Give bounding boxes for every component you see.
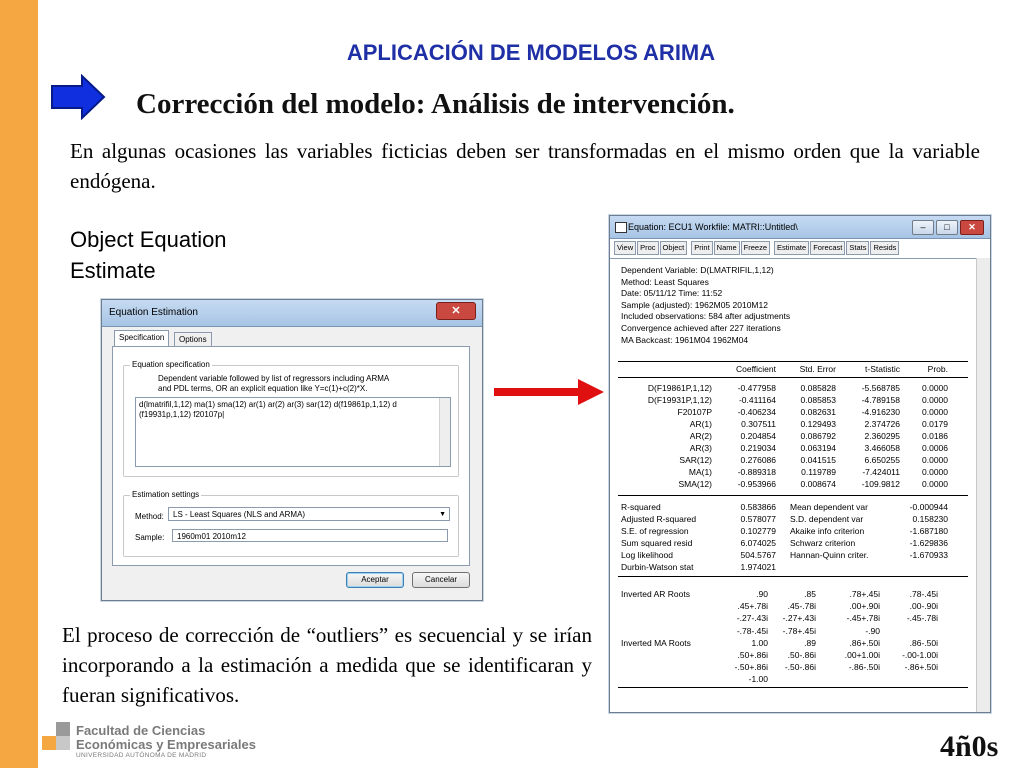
stat-name: Sum squared resid <box>621 538 693 548</box>
dialog-title: Equation Estimation <box>109 307 198 318</box>
table-cell: 0.219034 <box>740 443 776 453</box>
slide-title: APLICACIÓN DE MODELOS ARIMA <box>346 40 716 65</box>
root-value: -.86-.50i <box>848 662 880 673</box>
roots-label: Inverted AR Roots <box>621 589 690 599</box>
sample-label: Sample: <box>135 533 165 542</box>
eviews-scrollbar[interactable] <box>976 258 990 712</box>
column-header: Std. Error <box>799 364 836 374</box>
table-cell: 6.650255 <box>864 455 900 465</box>
table-cell: 0.0179 <box>922 419 948 429</box>
table-cell: 0.0000 <box>922 407 948 417</box>
table-divider <box>618 377 968 378</box>
header-line: Convergence achieved after 227 iterations <box>621 323 781 333</box>
table-cell: 0.008674 <box>800 479 836 489</box>
close-icon[interactable]: ✕ <box>436 302 476 320</box>
method-label: Method: <box>135 512 164 521</box>
table-divider <box>618 576 968 577</box>
outro-paragraph: El proceso de corrección de “outliers” es secuencial y se irían incorporando a la estimación a medida que se identificaran y fueran significativos. <box>62 623 592 707</box>
equation-line1: d(lmatrifil,1,12) ma(1) sma(12) ar(1) ar(2) ar(3) sar(12) d(f19861p,1,12) d <box>139 400 397 409</box>
table-cell: 0.0006 <box>922 443 948 453</box>
equation-line2: (f19931p,1,12) f20107p| <box>139 410 225 419</box>
object-equation-label <box>70 224 227 286</box>
column-header: Coefficient <box>735 364 776 374</box>
root-value: .86-.50i <box>909 637 938 648</box>
root-value: -.50-.86i <box>784 662 816 673</box>
stat-name: S.E. of regression <box>621 526 689 536</box>
root-value: -.78-.45i <box>736 625 768 636</box>
toolbar-forecast-button[interactable]: Forecast <box>810 241 845 255</box>
maximize-icon[interactable]: □ <box>936 220 958 235</box>
variable-name: AR(1) <box>689 419 712 429</box>
table-cell: 2.374726 <box>864 419 900 429</box>
stat-value: 6.074025 <box>740 538 776 548</box>
root-value: -1.00 <box>748 674 768 685</box>
table-cell: -0.406234 <box>737 407 776 417</box>
equation-estimation-dialog <box>101 299 483 601</box>
root-value: .00+1.00i <box>844 650 880 660</box>
table-cell: 0.0000 <box>922 479 948 489</box>
stat-name: R-squared <box>621 502 661 512</box>
table-cell: 0.307511 <box>741 419 776 429</box>
toolbar-print-button[interactable]: Print <box>691 241 712 255</box>
table-cell: 0.041515 <box>800 455 836 465</box>
table-cell: -7.424011 <box>862 467 900 477</box>
stat-name: Mean dependent var <box>790 502 868 512</box>
stat-name: S.D. dependent var <box>790 514 864 524</box>
table-cell: 0.082631 <box>800 407 836 417</box>
stat-name: Akaike info criterion <box>790 526 865 536</box>
table-cell: 0.0000 <box>922 467 948 477</box>
eviews-output-body <box>610 258 976 712</box>
object-equation-line1: Object Equation <box>70 227 227 252</box>
equation-help-line1: Dependent variable followed by list of regressors including ARMA <box>158 374 390 383</box>
roots-label: Inverted MA Roots <box>621 637 691 648</box>
root-value: .45+.78i <box>737 601 768 612</box>
stat-name: Hannan-Quinn criter. <box>790 550 869 560</box>
stat-value: 1.974021 <box>740 562 776 572</box>
stat-value: 504.5767 <box>740 550 776 560</box>
tab-options[interactable]: Options <box>174 332 212 347</box>
minimize-icon[interactable]: – <box>912 220 934 235</box>
stat-value: -1.670933 <box>909 550 948 560</box>
table-cell: 0.0186 <box>922 431 948 441</box>
toolbar-name-button[interactable]: Name <box>714 241 740 255</box>
stat-value: 0.158230 <box>912 514 948 524</box>
toolbar-resids-button[interactable]: Resids <box>870 241 899 255</box>
table-cell: 2.360295 <box>864 431 900 441</box>
column-header: t-Statistic <box>865 364 900 374</box>
root-value: -.45-.78i <box>906 613 938 624</box>
stat-name: Schwarz criterion <box>790 538 856 548</box>
root-value: .86+.50i <box>849 637 880 648</box>
root-value: .00-.90i <box>909 601 938 612</box>
root-value: -.00-1.00i <box>902 650 938 660</box>
variable-name: SMA(12) <box>678 479 712 489</box>
table-cell: 0.119789 <box>801 467 836 477</box>
chevron-down-icon: ▼ <box>439 511 446 518</box>
table-cell: -0.889318 <box>737 467 776 477</box>
root-value: -.27-.43i <box>736 613 768 624</box>
table-cell: 0.0000 <box>922 383 948 393</box>
table-cell: 3.466058 <box>864 443 900 453</box>
stat-name: Durbin-Watson stat <box>621 562 694 572</box>
blue-arrow-icon <box>50 74 106 120</box>
variable-name: AR(3) <box>689 443 712 453</box>
stat-value: 0.583866 <box>740 502 776 512</box>
faculty-line2: Económicas y Empresariales <box>76 737 256 752</box>
table-cell: 0.063194 <box>800 443 836 453</box>
close-icon[interactable]: ✕ <box>960 220 984 235</box>
table-cell: -0.411164 <box>738 395 776 405</box>
equation-help-line2: and PDL terms, OR an explicit equation like Y=c(1)+c(2)*X. <box>158 384 368 393</box>
variable-name: F20107P <box>677 407 712 417</box>
textarea-scrollbar[interactable] <box>439 398 450 466</box>
estimation-settings-label: Estimation settings <box>132 490 200 499</box>
eviews-titlebar <box>610 216 990 239</box>
stat-value: 0.102779 <box>740 526 776 536</box>
root-value: .00+.90i <box>849 601 880 612</box>
variable-name: AR(2) <box>689 431 712 441</box>
estimation-settings-group <box>123 490 459 557</box>
table-cell: -0.953966 <box>737 479 776 489</box>
stat-value: -0.000944 <box>909 502 948 512</box>
stat-name: Adjusted R-squared <box>621 514 697 524</box>
equation-window-icon <box>615 222 627 233</box>
root-value: .50-.86i <box>787 650 816 660</box>
root-value: .85 <box>804 589 816 599</box>
header-line: Dependent Variable: D(LMATRIFIL,1,12) <box>621 265 774 275</box>
toolbar-stats-button[interactable]: Stats <box>846 241 869 255</box>
table-cell: 0.086792 <box>800 431 836 441</box>
sample-input[interactable]: 1960m01 2010m12 <box>172 529 448 542</box>
table-divider <box>618 495 968 496</box>
header-line: MA Backcast: 1961M04 1962M04 <box>621 334 749 345</box>
root-value: .90 <box>756 589 768 599</box>
table-divider <box>618 687 968 688</box>
header-line: Date: 05/11/12 Time: 11:52 <box>621 288 723 299</box>
table-cell: 0.204854 <box>740 431 776 441</box>
root-value: -.78+.45i <box>782 625 816 636</box>
stat-value: -1.687180 <box>909 526 948 536</box>
slide-subtitle: Corrección del modelo: Análisis de intervención. <box>136 88 735 120</box>
toolbar-estimate-button[interactable]: Estimate <box>774 241 809 255</box>
header-line: Method: Least Squares <box>621 276 709 287</box>
root-value: -.86+.50i <box>904 662 938 673</box>
table-cell: 0.0000 <box>922 455 948 465</box>
table-cell: 0.276086 <box>740 455 776 465</box>
table-divider <box>618 361 968 362</box>
table-cell: 0.085828 <box>800 383 836 393</box>
table-cell: -5.568785 <box>861 383 900 393</box>
object-equation-line2: Estimate <box>70 258 156 283</box>
toolbar-proc-button[interactable]: Proc <box>637 241 658 255</box>
root-value: -.27+.43i <box>782 613 816 624</box>
left-accent-bar <box>0 0 38 768</box>
method-select[interactable] <box>168 507 450 521</box>
root-value: .78+.45i <box>849 589 880 599</box>
variable-name: SAR(12) <box>679 455 712 465</box>
toolbar-view-button[interactable]: View <box>614 241 636 255</box>
faculty-logo-icon <box>42 722 72 752</box>
root-value: -.50+.86i <box>734 662 768 673</box>
accept-button[interactable]: Aceptar <box>346 572 404 588</box>
faculty-name <box>76 724 256 752</box>
eviews-title: Equation: ECU1 Workfile: MATRI::Untitled\ <box>628 222 798 232</box>
root-value: .50+.86i <box>737 650 768 660</box>
anniversary-logo: 4ñ0s <box>940 730 999 763</box>
eviews-equation-window <box>609 215 991 713</box>
table-cell: 0.129493 <box>800 419 836 429</box>
tab-specification[interactable]: Specification <box>114 330 169 347</box>
stat-name: Log likelihood <box>621 550 673 560</box>
root-value: -.90 <box>865 625 880 636</box>
header-line: Included observations: 584 after adjustments <box>621 311 791 322</box>
equation-help-text <box>158 374 448 394</box>
equation-textarea[interactable] <box>135 397 451 467</box>
table-cell: -0.477958 <box>737 383 776 393</box>
root-value: .45-.78i <box>787 601 816 612</box>
column-header: Prob. <box>927 364 948 374</box>
header-line: Sample (adjusted): 1962M05 2010M12 <box>621 299 768 310</box>
root-value: .78-.45i <box>909 589 938 599</box>
variable-name: D(F19861P,1,12) <box>647 383 712 393</box>
dialog-titlebar <box>102 300 482 327</box>
red-arrow-icon <box>494 377 606 407</box>
table-cell: 0.0000 <box>922 395 948 405</box>
toolbar-object-button[interactable]: Object <box>660 241 688 255</box>
faculty-line1: Facultad de Ciencias <box>76 723 206 738</box>
toolbar-freeze-button[interactable]: Freeze <box>741 241 770 255</box>
variable-name: D(F19931P,1,12) <box>647 395 712 405</box>
root-value: 1.00 <box>751 637 768 648</box>
root-value: .89 <box>804 637 816 648</box>
cancel-button[interactable]: Cancelar <box>412 572 470 588</box>
method-value: LS - Least Squares (NLS and ARMA) <box>173 510 306 519</box>
table-cell: 0.085853 <box>800 395 836 405</box>
table-cell: -109.9812 <box>861 479 900 489</box>
variable-name: MA(1) <box>688 467 712 477</box>
stat-value: -1.629836 <box>909 538 948 548</box>
eviews-toolbar <box>614 241 899 255</box>
intro-paragraph: En algunas ocasiones las variables ficticias deben ser transformadas en el mismo orden que la variable endógena. <box>70 139 980 193</box>
stat-value: 0.578077 <box>740 514 776 524</box>
equation-spec-label: Equation specification <box>132 360 210 369</box>
root-value: -.45+.78i <box>846 613 880 624</box>
table-cell: -4.916230 <box>861 407 900 417</box>
university-name: UNIVERSIDAD AUTÓNOMA DE MADRID <box>76 752 207 759</box>
table-cell: -4.789158 <box>861 395 900 405</box>
